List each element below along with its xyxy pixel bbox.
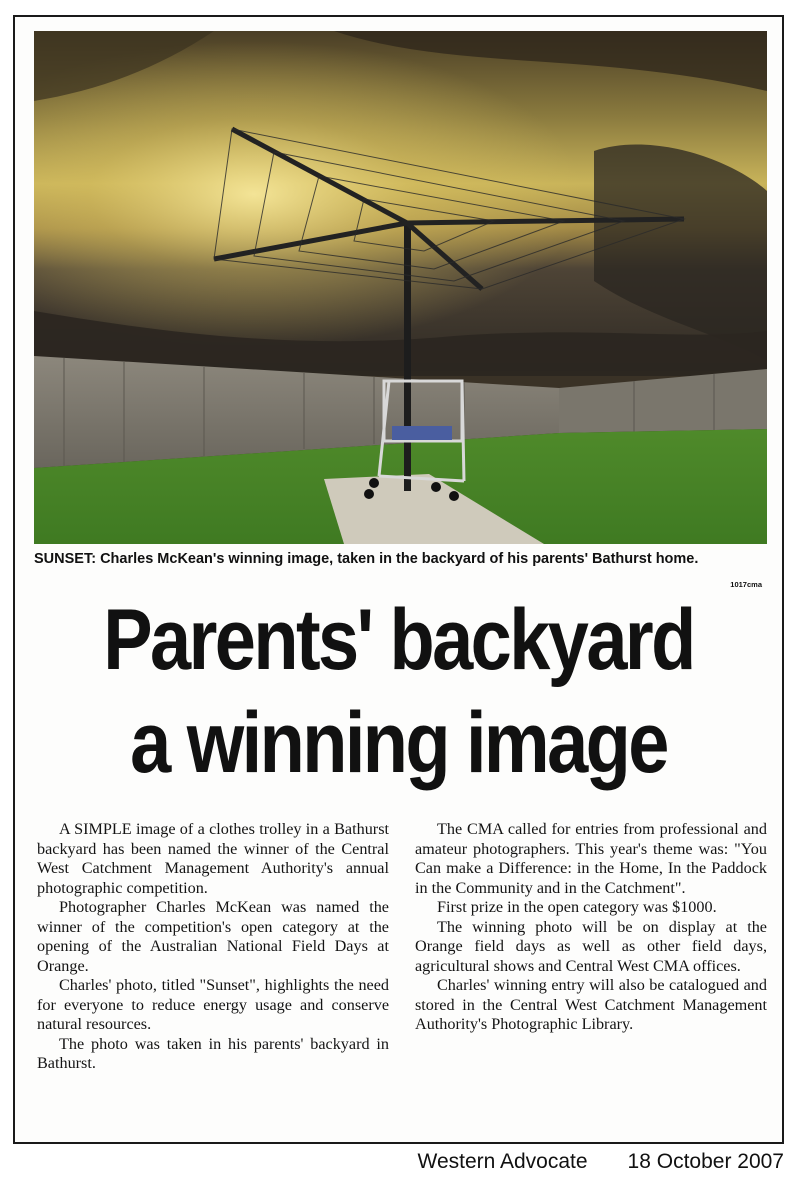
photo-credit: 1017cma: [730, 580, 762, 589]
article-paragraph: A SIMPLE image of a clothes trolley in a Bathurst backyard has been named the winner of the Central West Catchment Management Authority's annual photographic competition.: [37, 820, 389, 897]
article-paragraph: Charles' winning entry will also be catalogued and stored in the Central West Catchment Management Authority's Photographic Library.: [415, 976, 767, 1033]
newspaper-clipping: [13, 15, 784, 1144]
article-body: [37, 820, 767, 1074]
publication-date: 18 October 2007: [627, 1150, 784, 1173]
article-paragraph: The winning photo will be on display at the Orange field days as well as other field days, agricultural shows and Central West CMA offices.: [415, 917, 767, 975]
article-paragraph: The photo was taken in his parents' backyard in Bathurst.: [37, 1034, 389, 1072]
caption-text: Charles McKean's winning image, taken in the backyard of his parents' Bathurst home.: [96, 551, 699, 567]
source-line: [418, 1150, 785, 1174]
publication-name: Western Advocate: [417, 1150, 588, 1173]
article-paragraph: The CMA called for entries from professional and amateur photographers. This year's theme was: "You Can make a Difference: in the Home, In the Paddock in the Community and in the Catchment".: [415, 820, 767, 897]
article-paragraph: Photographer Charles McKean was named the winner of the competition's open category at the opening of the Australian National Field Days at Orange.: [37, 898, 389, 975]
article-column-left: [37, 820, 389, 1074]
article-column-right: [415, 820, 767, 1074]
photo-caption: [34, 550, 767, 569]
headline-line-2: a winning image: [130, 695, 667, 791]
backyard-clothesline-sunset-photo: [34, 31, 767, 544]
caption-label: SUNSET:: [34, 551, 97, 567]
article-paragraph: First prize in the open category was $1000.: [437, 898, 717, 916]
headline: [69, 589, 729, 795]
article-paragraph: Charles' photo, titled "Sunset", highlights the need for everyone to reduce energy usage and conserve natural resources.: [37, 976, 389, 1033]
headline-line-1: Parents' backyard: [103, 592, 694, 688]
